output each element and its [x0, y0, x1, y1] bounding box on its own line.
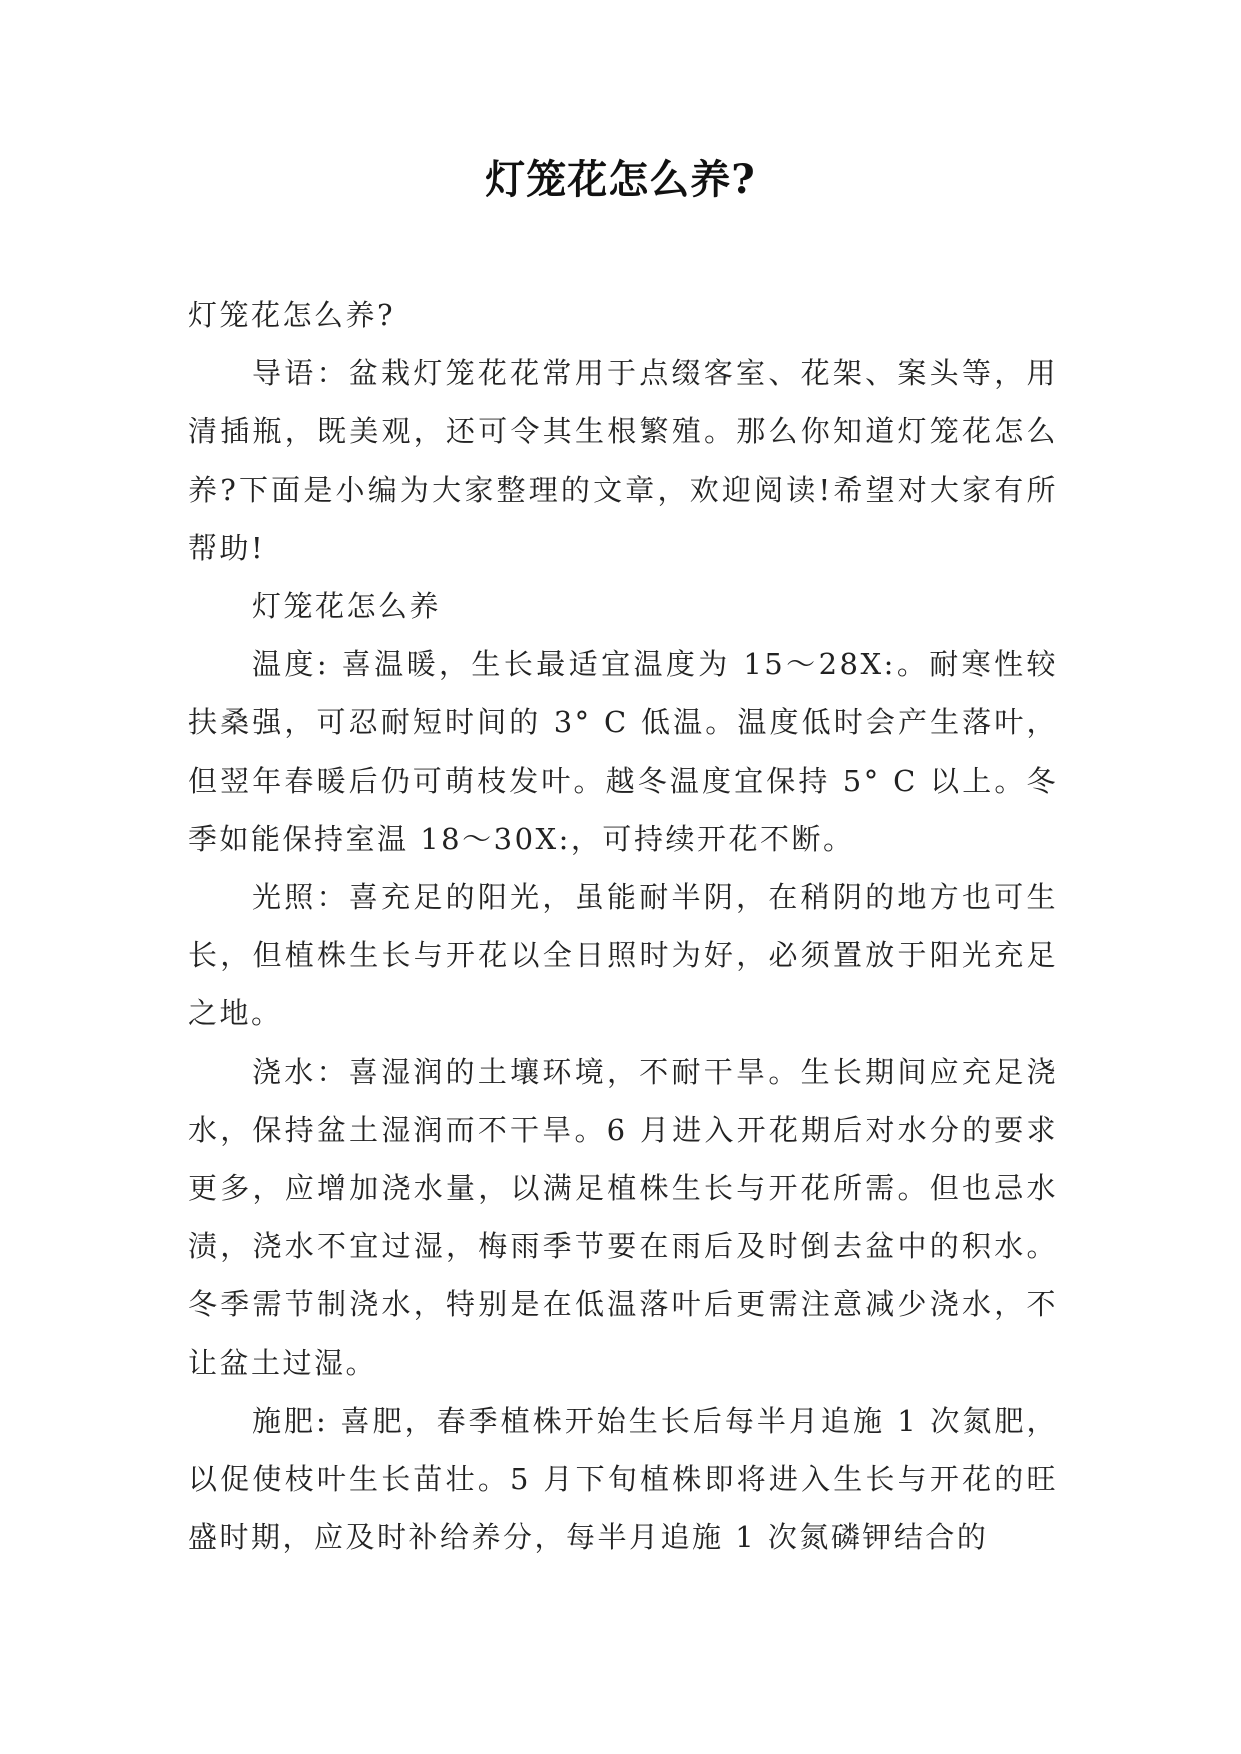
paragraph-repeat-title: 灯笼花怎么养?	[188, 298, 396, 332]
paragraph-temperature: 温度: 喜温暖，生长最适宜温度为 15～28X:。耐寒性较扶桑强，可忍耐短时间的 3° C 低温。温度低时会产生落叶，但翌年春暖后仍可萌枝发叶。越冬温度宜保持 5° C 以上。冬季如能保持室温 18～30X:，可持续开花不断。	[188, 647, 1058, 856]
paragraph-watering: 浇水：喜湿润的土壤环境，不耐干旱。生长期间应充足浇水，保持盆土湿润而不干旱。6 月进入开花期后对水分的要求更多，应增加浇水量，以满足植株生长与开花所需。但也忌水渍，浇水不宜过湿，梅雨季节要在雨后及时倒去盆中的积水。冬季需节制浇水，特别是在低温落叶后更需注意减少浇水，不让盆土过湿。	[188, 1054, 1058, 1380]
paragraph-light: 光照：喜充足的阳光，虽能耐半阴，在稍阴的地方也可生长，但植株生长与开花以全日照时为好，必须置放于阳光充足之地。	[188, 880, 1058, 1031]
paragraph-intro: 导语：盆栽灯笼花花常用于点缀客室、花架、案头等，用清插瓶，既美观，还可令其生根繁殖。那么你知道灯笼花怎么养?下面是小编为大家整理的文章，欢迎阅读!希望对大家有所帮助!	[188, 356, 1058, 565]
section-heading: 灯笼花怎么养	[252, 589, 442, 624]
document-body	[188, 286, 1058, 1566]
document-title: 灯笼花怎么养?	[485, 156, 756, 203]
paragraph-fertilizing: 施肥: 喜肥，春季植株开始生长后每半月追施 1 次氮肥，以促使枝叶生长苗壮。5 月下旬植株即将进入生长与开花的旺盛时期，应及时补给养分，每半月追施 1 次氮磷钾结合的	[188, 1403, 1058, 1555]
